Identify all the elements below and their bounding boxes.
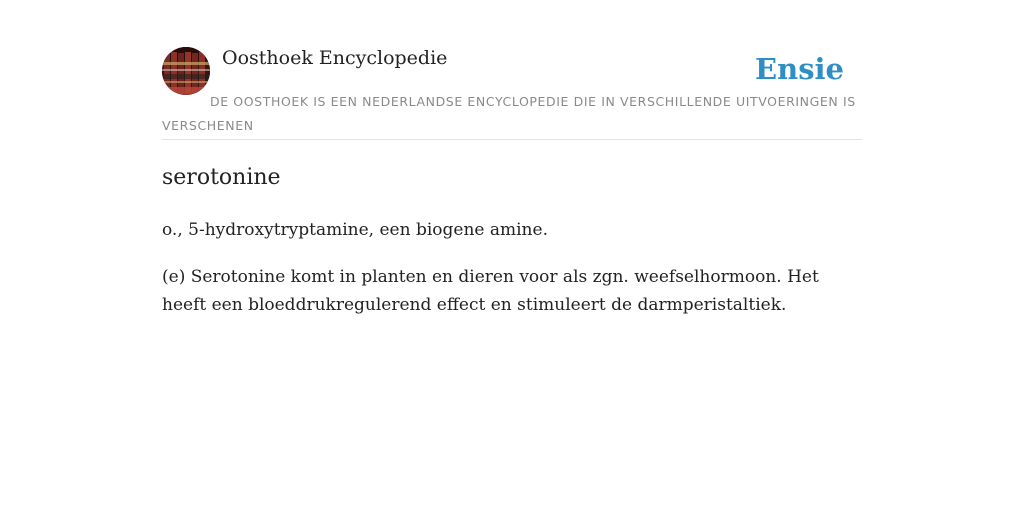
brand-logo-link[interactable]: Ensie xyxy=(755,52,844,86)
site-description: DE OOSTHOEK IS EEN NEDERLANDSE ENCYCLOPEDIE DIE IN VERSCHILLENDE UITVOERINGEN IS VERSCHENEN xyxy=(162,94,856,133)
entry-title: serotonine xyxy=(162,165,281,190)
encyclopedia-books-icon[interactable] xyxy=(162,47,210,95)
entry-paragraph: (e) Serotonine komt in planten en dieren voor als zgn. weefselhormoon. Het heeft een bloeddrukregulerend effect en stimuleert de darmperistaltiek. xyxy=(162,267,819,315)
entry-paragraph: o., 5-hydroxytryptamine, een biogene amine. xyxy=(162,220,548,240)
site-header xyxy=(162,46,862,140)
site-title[interactable]: Oosthoek Encyclopedie xyxy=(222,47,448,69)
